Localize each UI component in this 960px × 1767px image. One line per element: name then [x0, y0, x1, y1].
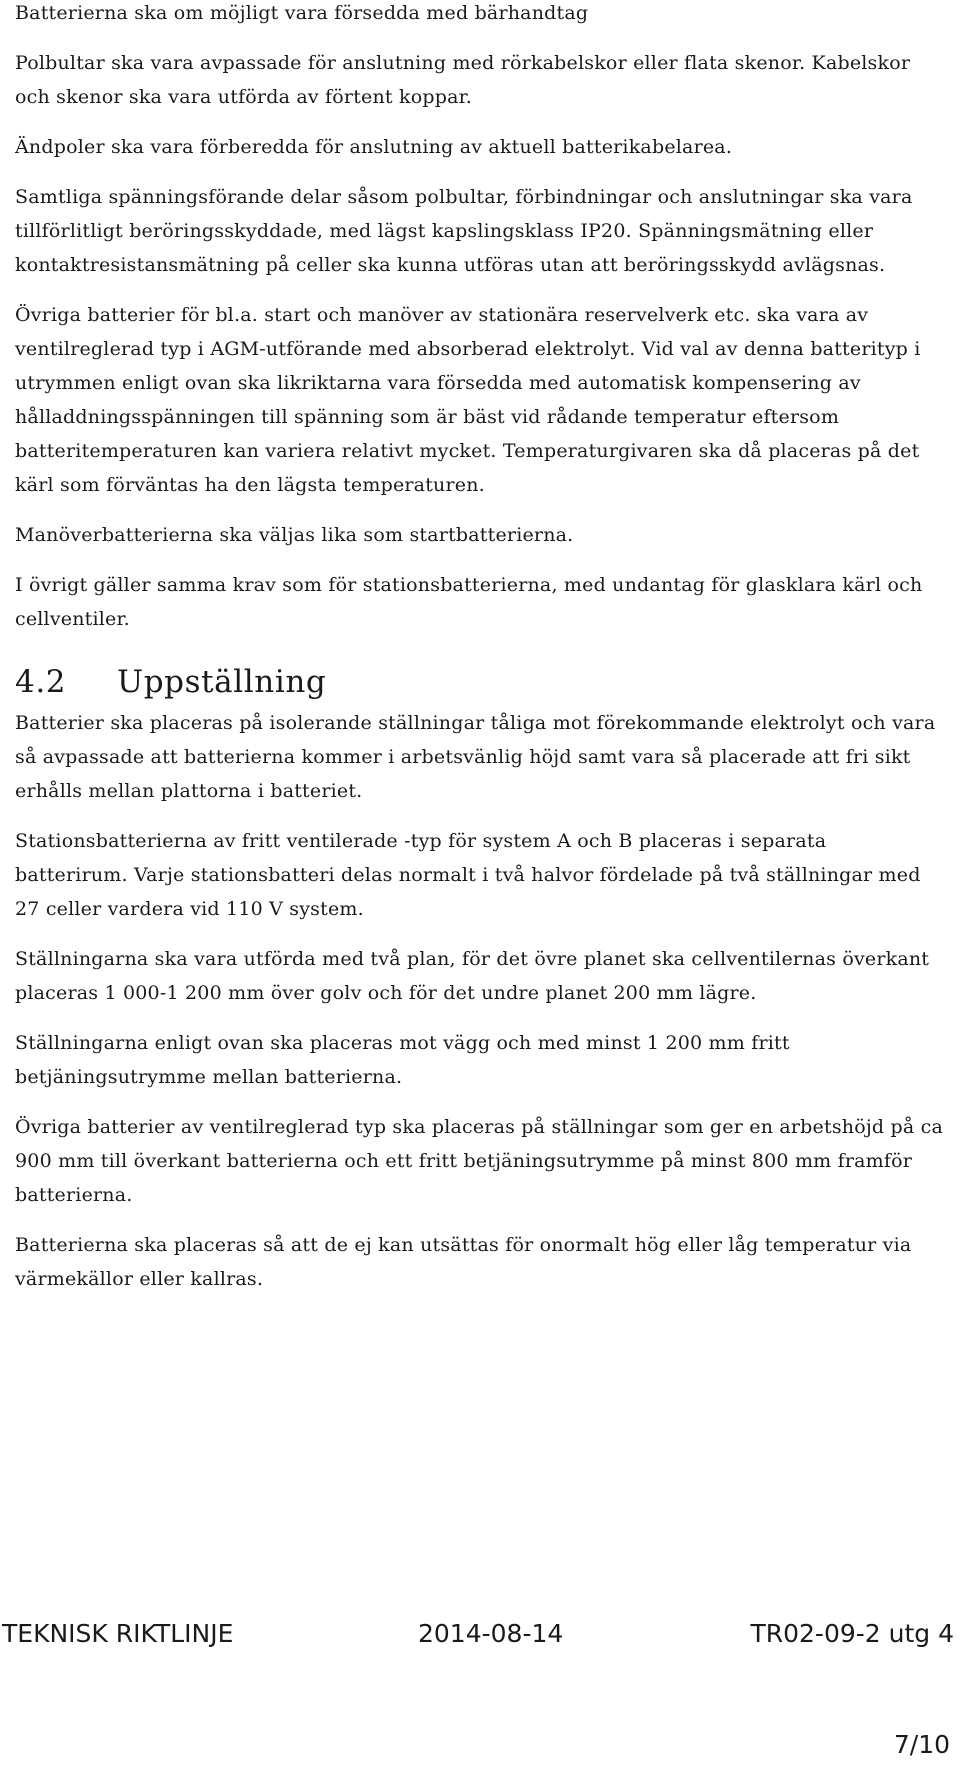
footer-doc-type: TEKNISK RIKTLINJE — [2, 1619, 234, 1648]
footer-doc-id: TR02-09-2 utg 4 — [750, 1619, 954, 1648]
paragraph-barhandtag: Batterierna ska om möjligt vara försedda med bärhandtag — [15, 2, 589, 24]
section-number: 4.2 — [15, 664, 67, 700]
paragraph-ovrigt-galler: I övrigt gäller samma krav som för stationsbatterierna, med undantag för glasklara kärl och cellventiler. — [15, 574, 923, 630]
paragraph-polbultar: Polbultar ska vara avpassade för anslutning med rörkabelskor eller flata skenor. Kabelskor och skenor ska vara utförda av förtent koppar. — [15, 52, 911, 108]
paragraph-arbetshojd: Övriga batterier av ventilreglerad typ ska placeras på ställningar som ger en arbetshöjd på ca 900 mm till överkant batterierna och ett fritt betjäningsutrymme på minst 800 mm framför batterierna. — [15, 1116, 944, 1206]
document-body — [15, 0, 945, 1296]
paragraph-isolerande-stallningar: Batterier ska placeras på isolerande ställningar tåliga mot förekommande elektrolyt och vara så avpassade att batterierna kommer i arbetsvänlig höjd samt vara så placerade att fri sikt erhålls mellan plattorna i batteriet. — [15, 712, 936, 802]
page-number: 7/10 — [893, 1730, 950, 1759]
section-heading — [15, 662, 945, 702]
paragraph-betjaningsutrymme: Ställningarna enligt ovan ska placeras mot vägg och med minst 1 200 mm fritt betjäningsutrymme mellan batterierna. — [15, 1032, 790, 1088]
paragraph-manoverbatterier: Manöverbatterierna ska väljas lika som startbatterierna. — [15, 524, 574, 546]
footer-date: 2014-08-14 — [418, 1619, 564, 1648]
paragraph-stationsbatterier: Stationsbatterierna av fritt ventilerade -typ för system A och B placeras i separata batterirum. Varje stationsbatteri delas normalt i två halvor fördelade på två ställningar med 27 celler vardera vid 110 V system. — [15, 830, 921, 920]
paragraph-ovriga-batterier: Övriga batterier för bl.a. start och manöver av stationära reservelverk etc. ska vara av ventilreglerad typ i AGM-utförande med absorberad elektrolyt. Vid val av denna batterityp i utrymmen enligt ovan ska likriktarna vara försedda med automatisk kompensering av hålladdningsspänningen till spänning som är bäst vid rådande temperatur eftersom batteritemperaturen kan variera relativt mycket. Temperaturgivaren ska då placeras på det kärl som förväntas ha den lägsta temperaturen. — [15, 304, 921, 496]
page-footer — [0, 1619, 960, 1655]
paragraph-beroringsskydd: Samtliga spänningsförande delar såsom polbultar, förbindningar och anslutningar ska vara tillförlitligt beröringsskyddade, med lägst kapslingsklass IP20. Spänningsmätning eller kontaktresistansmätning på celler ska kunna utföras utan att beröringsskydd avlägsnas. — [15, 186, 913, 276]
paragraph-temperatur: Batterierna ska placeras så att de ej kan utsättas för onormalt hög eller låg temperatur via värmekällor eller kallras. — [15, 1234, 912, 1290]
paragraph-tva-plan: Ställningarna ska vara utförda med två plan, för det övre planet ska cellventilernas överkant placeras 1 000-1 200 mm över golv och för det undre planet 200 mm lägre. — [15, 948, 930, 1004]
section-title: Uppställning — [117, 664, 327, 700]
paragraph-andpoler: Ändpoler ska vara förberedda för anslutning av aktuell batterikabelarea. — [15, 136, 733, 158]
